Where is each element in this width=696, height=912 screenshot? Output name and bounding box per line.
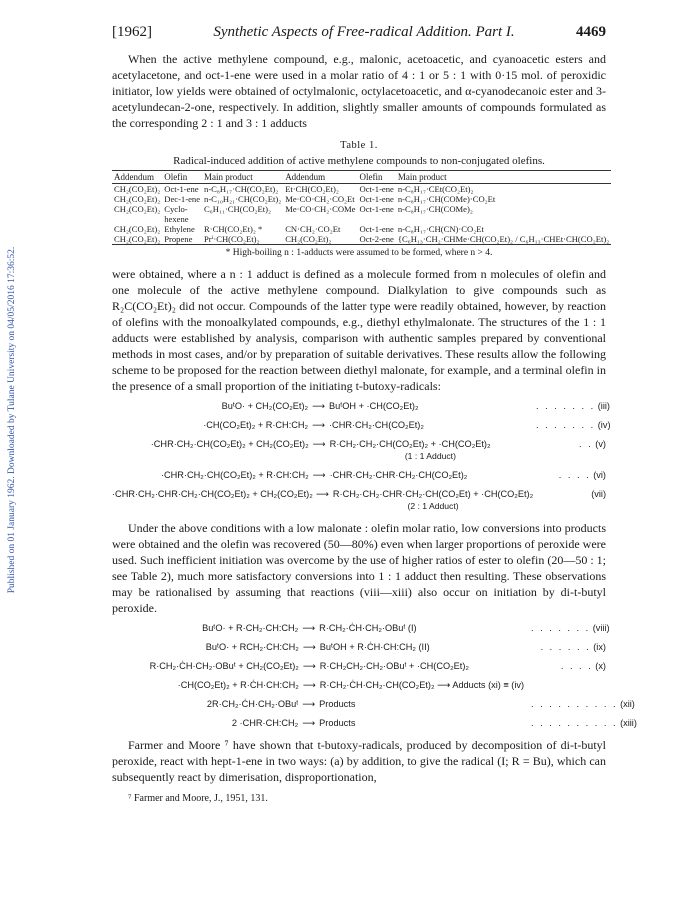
table-cell: n-C₈H₁₇·CEt(CO₂Et)₂ (397, 184, 474, 194)
reaction-arrow-icon: ⟶ (302, 718, 316, 728)
table-row (112, 184, 611, 195)
table-cell: Oct-1-ene (359, 184, 394, 194)
equation (112, 717, 637, 729)
reaction-arrow-icon: ⟶ (316, 489, 329, 499)
paragraph-3: Under the above conditions with a low malonate : olefin molar ratio, low conversions into products were obtained and the olefin was recovered (50—80%) even when larger proportions of peroxide were used. Such inefficient initiation was overcome by the use of higher ratios of ester to olefin (20—50 : 1; see Table 2), much more satisfactory conversions into 1 : 1 adduct then resulting. These observations may be rationalised by assuming that reactions (viii—xiii) also occur on initiation by di-t-butyl peroxide. (112, 521, 606, 615)
reaction-scheme-2 (112, 622, 637, 729)
table-cell: n-C₈H₁₇·CH(CO₂Et)₂ (204, 184, 279, 194)
table-cell: CH₂(CO₂Et)₂ (114, 204, 161, 214)
reaction-arrow-icon: ⟶ (312, 470, 326, 480)
equation-lhs: 2R·CH₂·ĊH·CH₂·OBuᵗ (206, 699, 299, 709)
table-cell: Ethylene (164, 224, 195, 234)
equation-lhs: ·CHR·CH₂·CHR·CH₂·CH(CO₂Et)₂ + CH₂(CO₂Et)₂ (112, 489, 313, 499)
equation-number: . . . . (vi) (558, 470, 606, 480)
header-year: [1962] (112, 24, 152, 40)
header-page-number: 4469 (576, 24, 606, 40)
equation (112, 419, 611, 431)
equation (112, 660, 606, 672)
table-cell: CH₂(CO₂Et)₂ (285, 234, 332, 244)
equation-rhs: Products (319, 699, 356, 709)
equation (112, 641, 606, 653)
table-1 (112, 170, 611, 245)
table-cell: CN·CH₂·CO₂Et (285, 224, 341, 234)
table-header-row (112, 171, 611, 184)
reference-footnote: ⁷ Farmer and Moore, J., 1951, 131. (128, 793, 268, 804)
table-title: Radical-induced addition of active methylene compounds to non-conjugated olefins. (173, 155, 545, 167)
table-cell: Oct-1-ene (359, 204, 394, 214)
equation-number: . . . . . . . (viii) (531, 623, 610, 633)
table-row (112, 204, 611, 214)
reaction-scheme-1 (112, 400, 611, 512)
equation-number: . . (v) (579, 439, 606, 449)
table-cell (358, 214, 396, 224)
equation (112, 400, 610, 412)
equation-number: . . . . . . . (iii) (536, 401, 610, 411)
equation-number: . . . . . . . (iv) (536, 420, 611, 430)
equation (112, 488, 606, 512)
table-cell: Oct-1-ene (359, 224, 394, 234)
header-olefin: Olefin (162, 171, 202, 184)
table-cell: R·CH(CO₂Et)₂ * (204, 224, 263, 234)
download-watermark (6, 120, 18, 720)
table-cell: Prⁱ·CH(CO₂Et)₂ (204, 234, 260, 244)
table-cell: Oct-1-ene (164, 184, 199, 194)
table-cell: n-C₈H₁₇·CH(COMe)₂ (397, 204, 473, 214)
reaction-arrow-icon: ⟶ (302, 699, 316, 709)
table-cell: CH₂(CO₂Et)₂ (114, 194, 161, 204)
header-main-product: Main product (202, 171, 283, 184)
reaction-arrow-icon: ⟶ (312, 420, 325, 430)
equation-number: . . . . . . (ix) (540, 642, 606, 652)
equation-rhs: BuᵗOH + ·CH(CO₂Et)₂ (329, 401, 419, 411)
equation-rhs: BuᵗOH + R·ĊH·CH:CH₂ (II) (319, 642, 430, 652)
equation-lhs: BuᵗO· + RCH₂·CH:CH₂ (205, 642, 299, 652)
header-olefin-2: Olefin (358, 171, 396, 184)
equation-rhs: R·CH₂·CH₂·CH(CO₂Et)₂ + ·CH(CO₂Et)₂ (1 : 1 Adduct) (329, 439, 491, 461)
reaction-arrow-icon: ⟶ (302, 661, 316, 671)
equation-number: . . . . (x) (560, 661, 606, 671)
equation-lhs: 2 ·CHR·CH:CH₂ (231, 718, 299, 728)
equation-number: . . . . . . . . . . (xii) (531, 699, 635, 709)
table-cell: hexene (164, 214, 189, 224)
equation-rhs: R·CH₂·ĊH·CH₂·OBuᵗ (I) (319, 623, 417, 633)
table-cell: n-C₈H₁₇·CH(COMe)·CO₂Et (397, 194, 496, 204)
equation-lhs: BuᵗO· + CH₂(CO₂Et)₂ (221, 401, 309, 411)
table-cell: CH₂(CO₂Et)₂ (114, 224, 161, 234)
table-row (112, 224, 611, 234)
equation (112, 438, 606, 462)
equation (112, 622, 610, 634)
equation-lhs: ·CH(CO₂Et)₂ + R·CH:CH₂ (203, 420, 309, 430)
table-row (112, 234, 611, 245)
table-cell: Propene (164, 234, 193, 244)
equation-lhs: BuᵗO· + R·CH₂·CH:CH₂ (202, 623, 299, 633)
reaction-arrow-icon: ⟶ (302, 623, 316, 633)
table-row (112, 194, 611, 204)
reaction-arrow-icon: ⟶ (302, 642, 316, 652)
table-cell: Cyclo- (164, 204, 188, 214)
table-label: Table 1. (340, 140, 378, 151)
table-cell: Et·CH(CO₂Et)₂ (285, 184, 339, 194)
equation-number: . . . . . . . . . . (xiii) (531, 718, 637, 728)
equation-number: (vii) (591, 489, 606, 499)
table-cell: Oct-2-ene (359, 234, 394, 244)
equation (112, 469, 606, 481)
table-cell: C₆H₁₁·CH(CO₂Et)₂ (204, 204, 272, 214)
equation-lhs: ·CHR·CH₂·CH(CO₂Et)₂ + R·CH:CH₂ (160, 470, 309, 480)
table-footnote: * High-boiling n : 1-adducts were assumed to be formed, where n > 4. (225, 248, 493, 258)
table-cell (396, 214, 611, 224)
header-addendum-2: Addendum (283, 171, 357, 184)
equation-rhs: R·CH₂·ĊH·CH₂·CH(CO₂Et)₂ ⟶ Adducts (xi) ≡ (iv) (319, 680, 525, 690)
paragraph-1: When the active methylene compound, e.g., malonic, acetoacetic, and cyanoacetic esters and acetylacetone, and oct-1-ene were used in a molar ratio of 4 : 1 or 5 : 1 with 0·15 mol. of peroxidic initiator, low yields were obtained of octylmalonic, octylacetoacetic, and α-cyanodecanoic ester and 3-acetylundecan-2-one, respectively. In addition, slightly smaller amounts of compounds formulated as the corresponding 2 : 1 and 3 : 1 adducts (112, 52, 606, 130)
table-cell (202, 214, 283, 224)
equation-lhs: R·CH₂·ĊH·CH₂·OBuᵗ + CH₂(CO₂Et)₂ (149, 661, 299, 671)
table-cell: CH₂(CO₂Et)₂ (114, 184, 161, 194)
running-header (112, 24, 606, 41)
watermark-text: Published on 01 January 1962. Downloaded by Tulane University on 04/05/2016 17:36:52. (7, 246, 17, 594)
reaction-arrow-icon: ⟶ (312, 439, 326, 449)
table-cell: Dec-1-ene (164, 194, 201, 204)
equation-rhs: Products (319, 718, 356, 728)
table-cell (283, 214, 357, 224)
equation-lhs: ·CH(CO₂Et)₂ + R·ĊH·CH:CH₂ (177, 680, 299, 690)
equation-rhs: R·CH₂CH₂·CH₂·OBuᵗ + ·CH(CO₂Et)₂ (319, 661, 469, 671)
table-cell: n-C₈H₁₇·CH(CN)·CO₂Et (397, 224, 484, 234)
equation-lhs: ·CHR·CH₂·CH(CO₂Et)₂ + CH₂(CO₂Et)₂ (150, 439, 309, 449)
page-content (112, 24, 637, 804)
table-cell: CH₂(CO₂Et)₂ (114, 234, 161, 244)
equation-rhs: ·CHR·CH₂·CH(CO₂Et)₂ (329, 420, 424, 430)
table-cell: Me·CO·CH₂·CO₂Et (285, 194, 355, 204)
header-main-product-2: Main product (396, 171, 611, 184)
table-cell: Me·CO·CH₂·COMe (285, 204, 356, 214)
reaction-arrow-icon: ⟶ (312, 401, 325, 411)
paragraph-4: Farmer and Moore ⁷ have shown that t-butoxy-radicals, produced by decomposition of di-t-butyl peroxide, react with hept-1-ene in two ways: (a) by addition, to give the radical (I; R = Bu), which can subsequently react by dimerisation, disproportionation, (112, 738, 606, 784)
table-cell: {C₆H₁₃·CH₂·CHMe·CH(CO₂Et)₂ / C₆H₁₃·CHEt·CH(CO₂Et)₂ (397, 234, 610, 244)
header-title: Synthetic Aspects of Free-radical Addition. Part I. (213, 24, 515, 40)
equation (112, 698, 635, 710)
table-cell: n-C₁₀H₂₁·CH(CO₂Et)₂ (204, 194, 282, 204)
table-row (112, 214, 611, 224)
paragraph-2: were obtained, where a n : 1 adduct is defined as a molecule formed from n molecules of olefin and one molecule of the active methylene compound. Dialkylation to give compounds such as R₂C(CO₂Et)₂ did not occur. Compounds of the latter type were readily obtained, however, by reaction of olefins with the monoalkylated compounds, e.g., diethyl ethylmalonate. The structures of the 1 : 1 adducts were established by analysis, comparison with authentic samples prepared by conventional methods in most cases, and/or by preparation of suitable derivatives. These results allow the following scheme to be proposed for the reaction between diethyl malonate, for example, and a terminal olefin in the presence of a small proportion of the initiating t-butoxy-radicals: (112, 267, 606, 393)
table-cell (112, 214, 162, 224)
header-addendum: Addendum (112, 171, 162, 184)
reaction-arrow-icon: ⟶ (302, 680, 316, 690)
table-cell: Oct-1-ene (359, 194, 394, 204)
equation-rhs: ·CHR·CH₂·CHR·CH₂·CH(CO₂Et)₂ (329, 470, 468, 480)
equation (112, 679, 606, 691)
equation-rhs: R·CH₂·CH₂·CHR·CH₂·CH(CO₂Et) + ·CH(CO₂Et)₂ (2 : 1 Adduct) (332, 489, 534, 511)
